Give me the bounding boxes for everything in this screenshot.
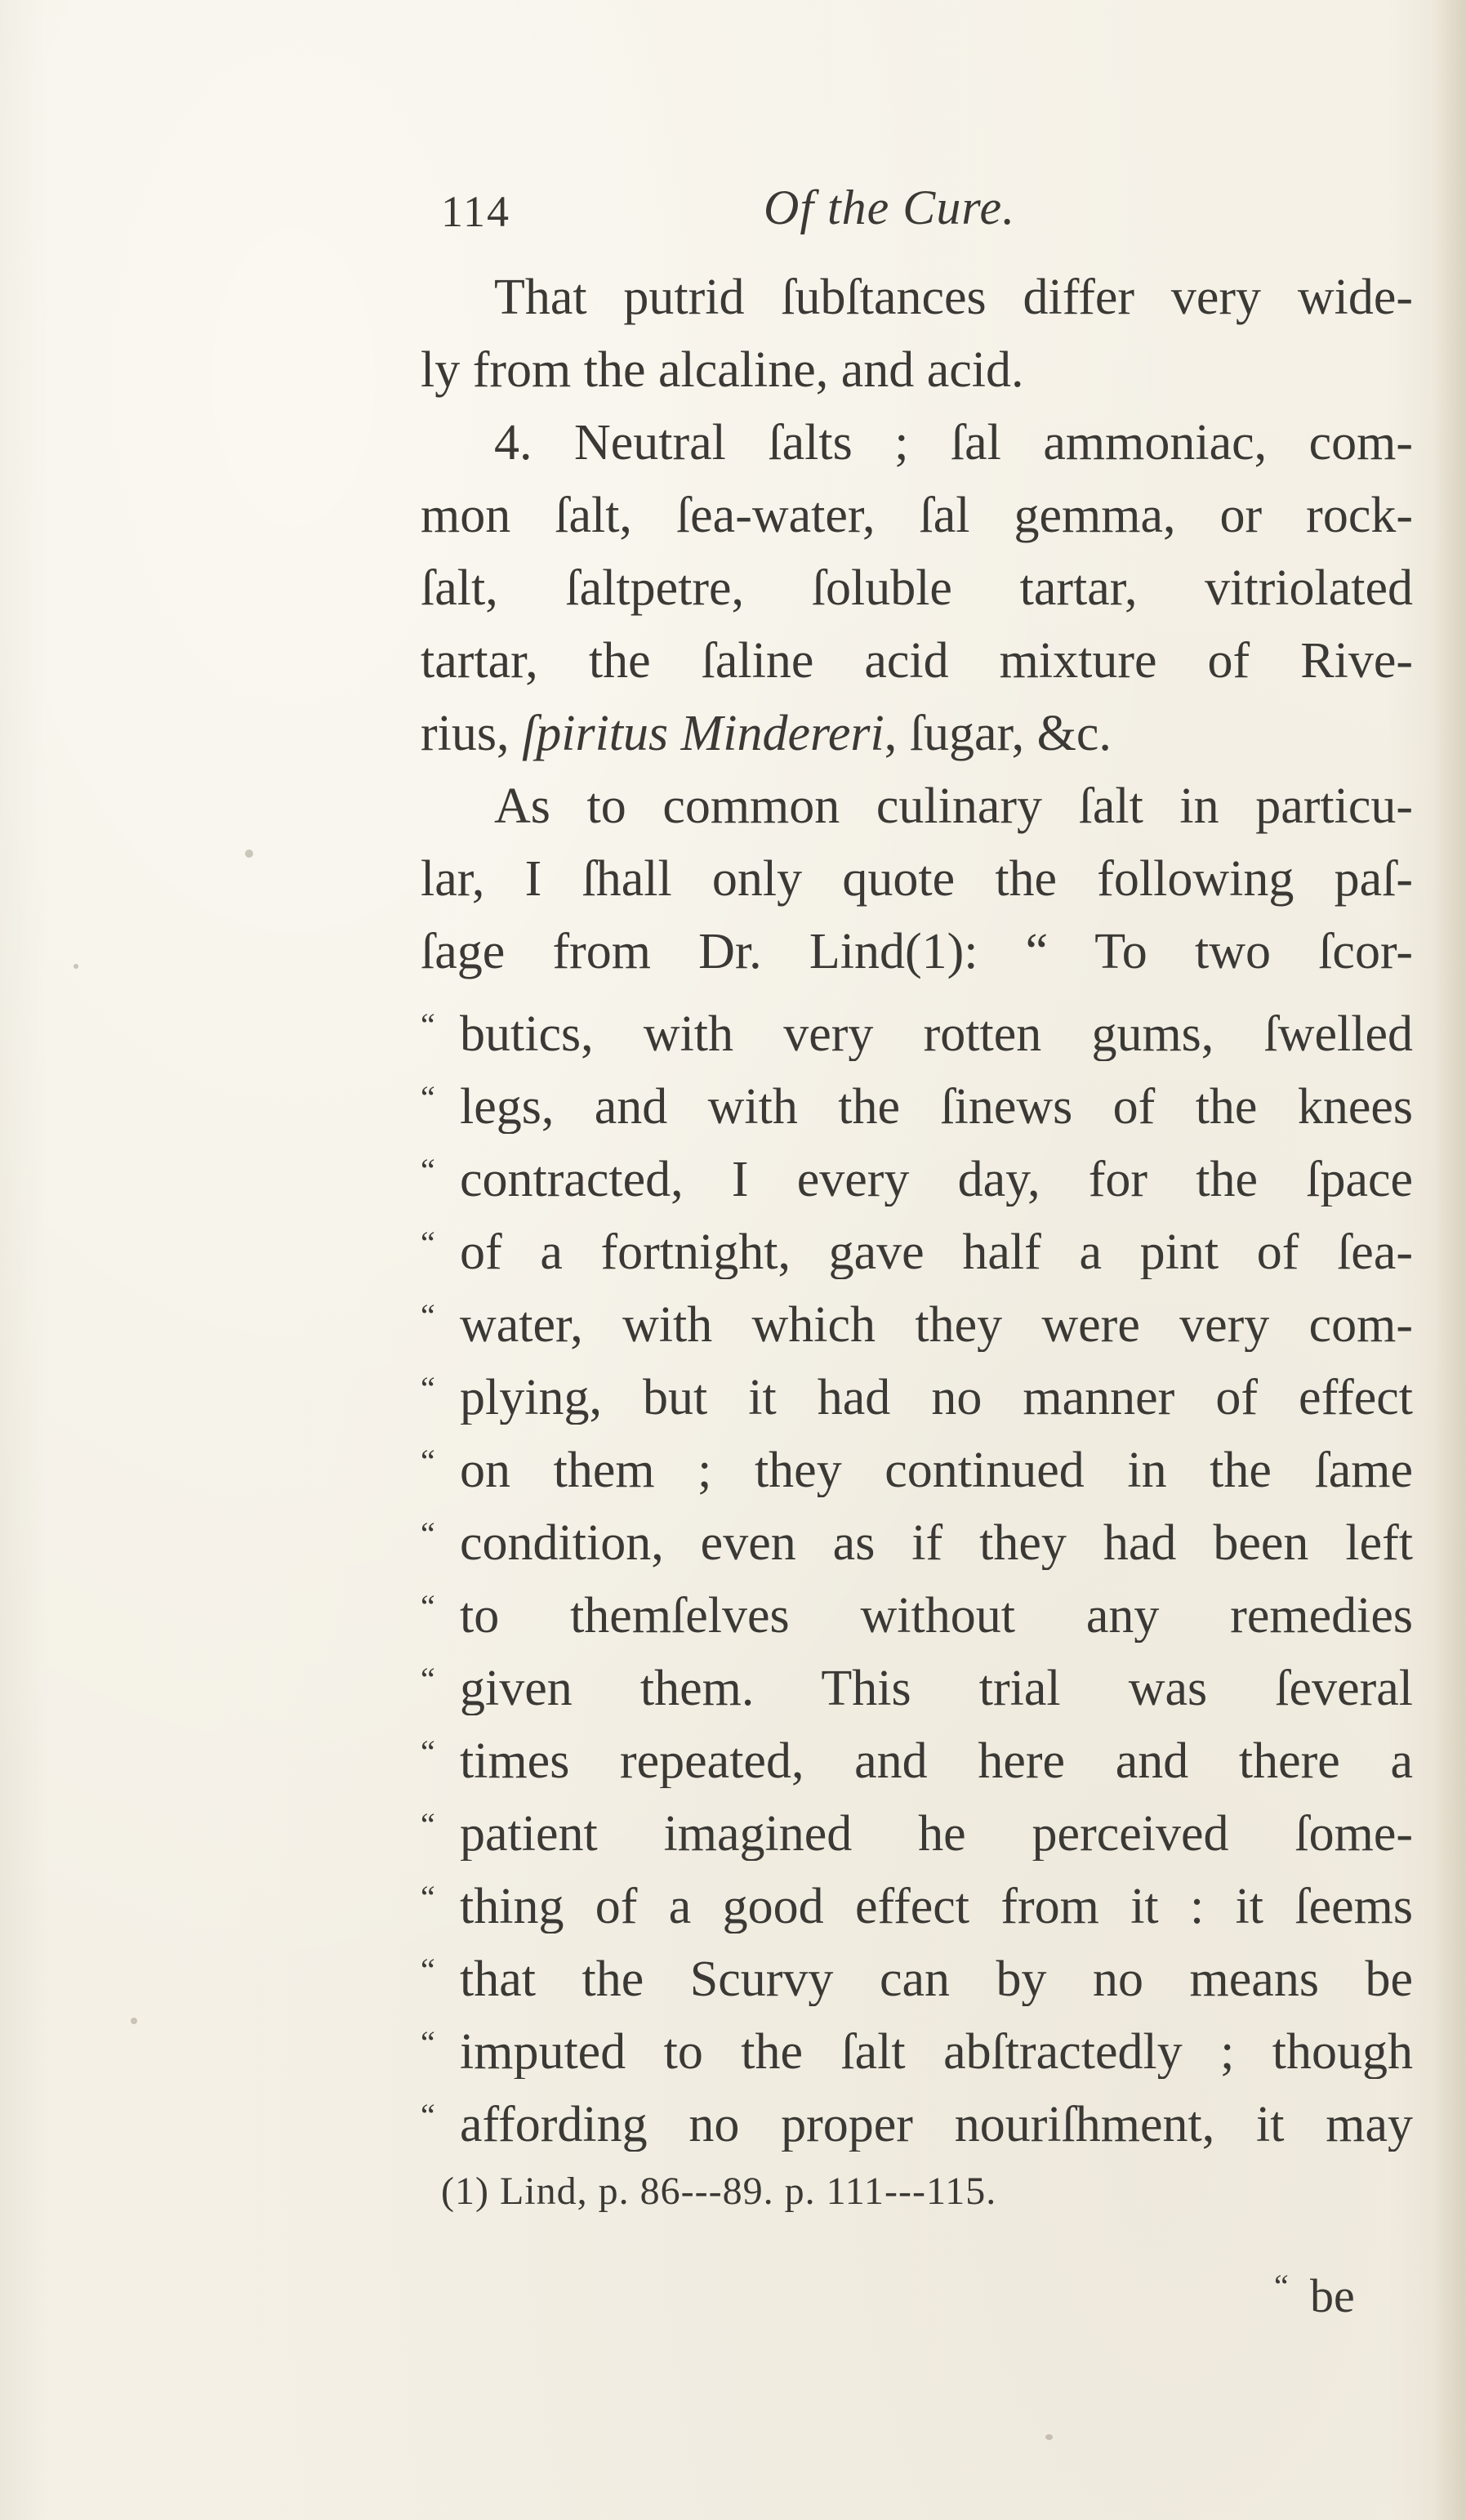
text-line <box>421 261 1413 334</box>
paper-speck <box>131 2018 137 2024</box>
quote-mark: “ <box>421 1951 435 1988</box>
text-line <box>421 334 1413 407</box>
text-line <box>421 479 1413 552</box>
text-line <box>421 988 1413 1061</box>
quote-mark: “ <box>421 1588 435 1625</box>
line-text: affording no proper nouriſhment, it may <box>460 2097 1413 2152</box>
line-text: of a fortnight, gave half a pint of ſea- <box>460 1224 1413 1279</box>
text-line <box>421 1425 1413 1497</box>
line-text: given them. This trial was ſeveral <box>460 1661 1413 1715</box>
footnote: (1) Lind, p. 86---89. p. 111---115. <box>441 2170 997 2213</box>
text-line <box>421 1352 1413 1425</box>
text-line <box>421 1570 1413 1643</box>
quote-mark: “ <box>421 1806 435 1843</box>
line-text: to themſelves without any remedies <box>460 1588 1413 1643</box>
line-text: tartar, the ſaline acid mixture of Rive- <box>421 633 1413 689</box>
quote-mark: “ <box>421 2097 435 2134</box>
text-line <box>421 1933 1413 2006</box>
running-head: Of the Cure. <box>764 181 1016 234</box>
line-text: legs, and with the ſinews of the knees <box>460 1079 1413 1134</box>
paper-speck <box>74 964 78 969</box>
text-line <box>421 1497 1413 1570</box>
text-line <box>421 1134 1413 1206</box>
text-line <box>421 1206 1413 1279</box>
line-text: on them ; they continued in the ſame <box>460 1443 1413 1497</box>
text-line <box>421 1279 1413 1352</box>
text-line <box>421 843 1413 916</box>
text-line <box>421 1061 1413 1134</box>
page-header <box>441 180 1421 245</box>
line-text: thing of a good effect from it : it ſeems <box>460 1879 1413 1933</box>
quote-mark: “ <box>421 1079 435 1116</box>
text-line <box>421 1861 1413 1933</box>
quote-mark: “ <box>421 1297 435 1334</box>
paper-speck <box>1045 2434 1053 2440</box>
quote-mark: “ <box>421 1661 435 1697</box>
catchword <box>1274 2267 1355 2323</box>
line-text: As to common culinary ſalt in particu- <box>494 778 1413 834</box>
quote-mark: “ <box>421 2024 435 2061</box>
page-edge-shadow <box>1433 0 1466 2520</box>
line-text: That putrid ſubſtances differ very wide- <box>494 270 1413 325</box>
text-line <box>421 625 1413 698</box>
text-line <box>421 1715 1413 1788</box>
line-text: , ſugar, &c. <box>884 706 1112 761</box>
text-line <box>421 2079 1413 2152</box>
line-text: ly from the alcaline, and acid. <box>421 342 1024 398</box>
quote-mark: “ <box>421 1733 435 1770</box>
line-text: 4. Neutral ſalts ; ſal ammoniac, com- <box>494 415 1413 471</box>
line-text: lar, I ſhall only quote the following paſ- <box>421 851 1413 907</box>
text-line <box>421 552 1413 625</box>
line-text: water, with which they were very com- <box>460 1297 1413 1352</box>
text-line <box>421 770 1413 843</box>
text-line <box>421 916 1413 988</box>
line-text: mon ſalt, ſea-water, ſal gemma, or rock- <box>421 488 1413 543</box>
line-text: rius, <box>421 706 522 761</box>
quote-mark: “ <box>421 1152 435 1189</box>
text-line <box>421 698 1413 770</box>
quote-mark: “ <box>421 1879 435 1916</box>
quote-mark: “ <box>1274 2268 1289 2304</box>
body-text <box>421 261 1413 2152</box>
line-text: ſage from Dr. Lind(1): “ To two ſcor- <box>421 924 1413 979</box>
text-line <box>421 1643 1413 1715</box>
text-line <box>421 1788 1413 1861</box>
line-text: patient imagined he perceived ſome- <box>460 1806 1413 1861</box>
quote-mark: “ <box>421 1370 435 1407</box>
page-number: 114 <box>441 187 510 236</box>
quote-mark: “ <box>421 1224 435 1261</box>
text-line <box>421 2006 1413 2079</box>
line-text: that the Scurvy can by no means be <box>460 1951 1413 2006</box>
quote-mark: “ <box>421 1515 435 1552</box>
line-text: imputed to the ſalt abſtractedly ; though <box>460 2024 1413 2079</box>
line-text: ſalt, ſaltpetre, ſoluble tartar, vitriolated <box>421 560 1413 616</box>
italic-text: ſpiritus Mindereri <box>522 706 885 761</box>
line-text: times repeated, and here and there a <box>460 1733 1413 1788</box>
quote-mark: “ <box>421 1443 435 1479</box>
line-text: plying, but it had no manner of effect <box>460 1370 1413 1425</box>
quote-mark: “ <box>421 1006 435 1043</box>
line-text: butics, with very rotten gums, ſwelled <box>460 1006 1413 1061</box>
paper-speck <box>245 850 253 858</box>
line-text: contracted, I every day, for the ſpace <box>460 1152 1413 1206</box>
text-line <box>421 407 1413 479</box>
catchword-text: be <box>1310 2269 1355 2322</box>
line-text: condition, even as if they had been left <box>460 1515 1413 1570</box>
